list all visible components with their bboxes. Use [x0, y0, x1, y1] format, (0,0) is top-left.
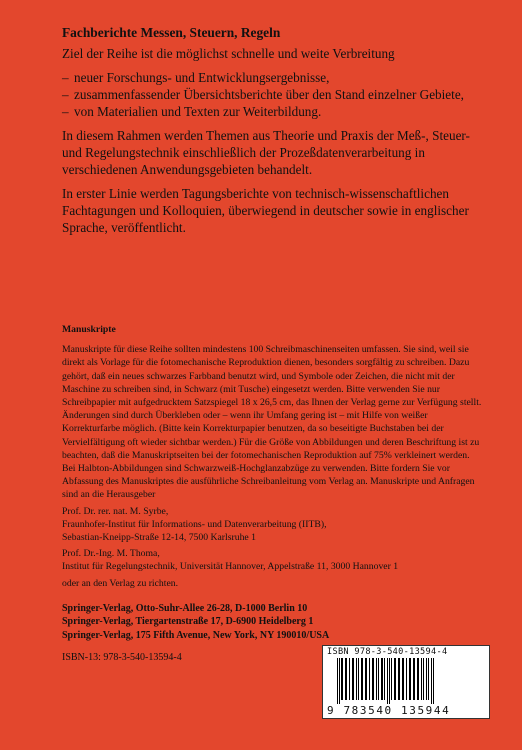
publisher-line: Springer-Verlag, 175 Fifth Avenue, New York, NY 190010/USA [62, 629, 330, 641]
manuscripts-heading: Manuskripte [62, 324, 116, 335]
barcode-bar [361, 658, 363, 700]
barcode-bar [365, 658, 367, 700]
barcode [322, 645, 490, 719]
editor-address-1: Prof. Dr. rer. nat. M. Syrbe, Fraunhofer-Institut für Informations- und Datenverarbeitung (IITB), Sebastian-Kneipp-Straße 12-14, 7500 Karlsruhe 1 [62, 505, 327, 544]
intro-text: Ziel der Reihe ist die möglichst schnelle und weite Verbreitung [62, 46, 395, 61]
publication-paragraph: In erster Linie werden Tagungsberichte von technisch-wissenschaftlichen Fachtagungen und Kolloquien, überwiegend in deutscher sowie in englischer Sprache, veröffentlicht. [62, 186, 469, 235]
barcode-bar [406, 658, 407, 700]
barcode-bar [381, 658, 383, 700]
barcode-bar [384, 658, 385, 700]
barcode-bar [398, 658, 400, 700]
barcode-bar [356, 658, 357, 700]
barcode-bar [339, 658, 340, 704]
barcode-bar [423, 658, 424, 700]
topics-paragraph: In diesem Rahmen werden Themen aus Theorie und Praxis der Meß-, Steuer- und Regelungstechnik einschließlich der Prozeßdatenverarbeitung in verschiedenen Anwendungsgebieten behandelt. [62, 128, 470, 177]
barcode-bar [358, 658, 359, 700]
barcode-bar [349, 658, 350, 700]
barcode-bar [421, 658, 422, 700]
barcode-isbn-label: ISBN 978-3-540-13594-4 [327, 647, 448, 657]
barcode-bar [409, 658, 411, 700]
barcode-bar [345, 658, 347, 700]
series-description [62, 24, 482, 243]
barcode-bar [413, 658, 415, 700]
barcode-bar [387, 658, 388, 704]
barcode-bar [431, 658, 432, 704]
barcode-bars [337, 658, 483, 704]
barcode-bar [417, 658, 419, 700]
goal-item: – neuer Forschungs- und Entwicklungsergebnisse, [62, 70, 330, 85]
goal-item: – zusammenfassender Übersichtsberichte über den Stand einzelner Gebiete, [62, 87, 464, 102]
publisher-line: Springer-Verlag, Tiergartenstraße 17, D-6900 Heidelberg 1 [62, 616, 314, 628]
barcode-bar [428, 658, 429, 700]
barcode-bar [352, 658, 354, 700]
barcode-bar [376, 658, 377, 700]
barcode-bar [378, 658, 379, 700]
manuscripts-body: Manuskripte für diese Reihe sollten mindestens 100 Schreibmaschinenseiten umfassen. Sie sind, weil sie direkt als Vorlage für die fotomechanische Reproduktion dienen, besonders sorgfältig zu schreiben. Dazu gehört, daß ein neues schwarzes Farbband benutzt wird, und Symbole oder Zeichen, die nicht mit der Maschine zu schreiben sind, in Schwarz (mit Tusche) eingesetzt werden. Bitte verwenden Sie nur Schreibpapier mit aufgedrucktem Satzspiegel 18 x 26,5 cm, das Ihnen der Verlag gerne zur Verfügung stellt. Änderungen sind durch Überkleben oder – wenn ihr Umfang gering ist – mit Hilfe von weißer Korrekturfarbe möglich. (Bitte kein Korrekturpapier benutzen, da so beseitigte Buchstaben bei der Vervielfältigung oft wieder sichtbar werden.) Für die Größe von Abbildungen und deren Beschriftung ist zu beachten, daß die Manuskriptseiten bei der fotomechanischen Reproduktion auf 75% verkleinert werden. Bei Halbton-Abbildungen sind Schwarzweiß-Hochglanzabzüge zu verwenden. Bitte fordern Sie vor Abfassung des Manuskriptes die ausführliche Schreibanleitung vom Verlag an. Manuskripte und Anfragen sind an die Herausgeber [62, 344, 482, 501]
barcode-digits: 9 783540 135944 [327, 704, 451, 717]
barcode-bar [341, 658, 343, 700]
publisher-addresses [62, 602, 482, 642]
manuscripts-section [62, 323, 482, 642]
barcode-bar [369, 658, 370, 700]
barcode-bar [426, 658, 427, 700]
barcode-bar [337, 658, 338, 704]
goal-list [62, 69, 482, 120]
publisher-line: Springer-Verlag, Otto-Suhr-Allee 26-28, D-1000 Berlin 10 [62, 602, 308, 614]
closing-text: oder an den Verlag zu richten. [62, 577, 179, 589]
goal-item: – von Materialien und Texten zur Weiterbildung. [62, 104, 322, 119]
series-title: Fachberichte Messen, Steuern, Regeln [62, 25, 281, 40]
barcode-bar [372, 658, 374, 700]
barcode-bar [389, 658, 390, 704]
isbn-text: ISBN-13: 978-3-540-13594-4 [62, 652, 182, 663]
barcode-bar [394, 658, 396, 700]
barcode-bar [402, 658, 404, 700]
barcode-bar [391, 658, 392, 700]
editor-address-2: Prof. Dr.-Ing. M. Thoma, Institut für Regelungstechnik, Universität Hannover, Appelstraße 11, 3000 Hannover 1 [62, 548, 399, 573]
barcode-bar [433, 658, 434, 704]
